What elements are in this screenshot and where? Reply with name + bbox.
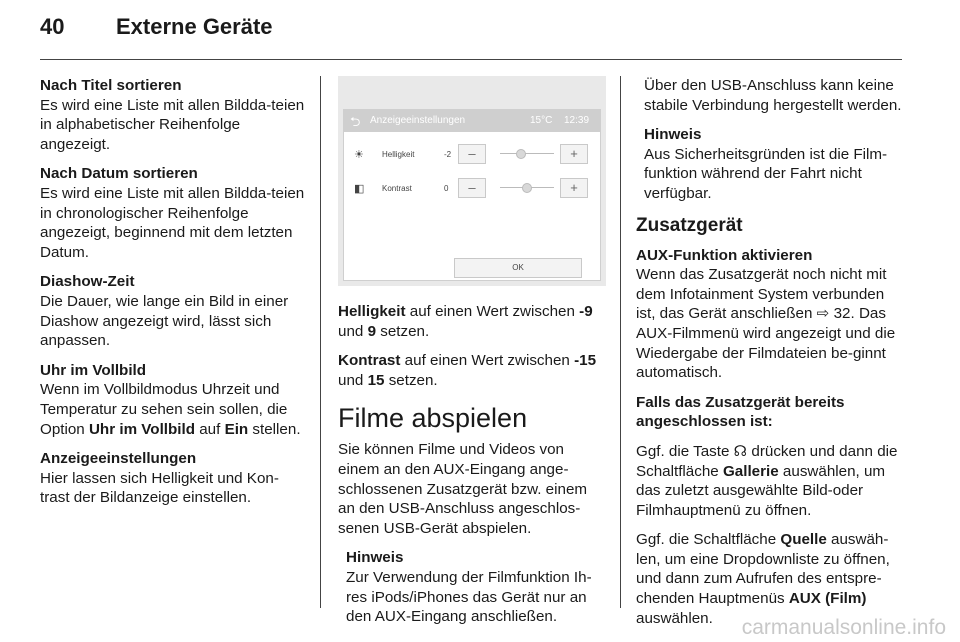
section-heading-movies: Filme abspielen (338, 403, 528, 434)
page-header (40, 14, 273, 40)
section-heading-aux: Zusatzgerät (636, 214, 743, 236)
brightness-range: Helligkeit auf einen Wert zwischen -9 und 9 setzen. (338, 303, 593, 340)
section-slideshow: Diashow-Zeit Die Dauer, wie lange ein Bild in einer Diashow angezeigt wird, lässt sich anpassen. (40, 273, 289, 350)
brightness-row (352, 142, 592, 166)
watermark: carmanualsonline.info (741, 616, 946, 639)
section-display-settings: Anzeigeeinstellungen Hier lassen sich Helligkeit und Kon-trast der Bildanzeige einstellen. (40, 450, 279, 507)
aux-connected-head: Falls das Zusatzgerät bereits angeschlossen ist: (636, 393, 845, 431)
screen-title-bar (344, 110, 600, 132)
aux-gallery: Ggf. die Taste ☊ drücken und dann die Schaltfläche Gallerie auswählen, um das zuletzt ausgewählte Bild-oder Filmhauptmenü zu öffnen. (636, 442, 898, 519)
contrast-plus-button[interactable]: + (560, 178, 588, 198)
infotainment-screen (344, 110, 600, 280)
clock: 12:39 (564, 115, 590, 126)
brightness-slider-track[interactable] (500, 153, 554, 154)
sun-icon: ☀ (354, 149, 364, 161)
page-number: 40 (40, 14, 65, 39)
back-arrow-icon[interactable]: ⮌ (350, 114, 361, 129)
brightness-value: -2 (444, 150, 452, 159)
contrast-minus-button[interactable]: – (458, 178, 486, 198)
aux-source: Ggf. die Schaltfläche Quelle auswäh-len, um eine Dropdownliste zu öffnen, und dann zum Aufrufen des entspre-chenden Hauptmenüs AUX (Film) auswählen. (636, 531, 890, 627)
column-1 (40, 76, 308, 518)
contrast-label: Kontrast (382, 184, 412, 193)
brightness-slider-knob[interactable] (516, 149, 526, 159)
temperature: 15°C (530, 115, 553, 126)
media-key-icon: ☊ (733, 442, 748, 460)
chapter-title: Externe Geräte (116, 14, 273, 39)
contrast-icon: ◧ (354, 183, 365, 195)
usb-warning: Über den USB-Anschluss kann keine stabile Verbindung hergestellt werden. (644, 77, 902, 114)
contrast-value: 0 (444, 184, 449, 193)
page-reference-icon: ⇨ (816, 305, 834, 323)
header-rule (40, 59, 902, 60)
movies-intro: Sie können Filme und Videos von einem an den AUX-Eingang ange-schlossenen Zusatzgerät bzw. einem an den USB-Anschluss angeschlos-senen USB-Gerät abspielen. (338, 441, 588, 537)
section-clock: Uhr im Vollbild Wenn im Vollbildmodus Uhrzeit und Temperatur zu sehen sein sollen, die Option Uhr im Vollbild auf Ein stellen. (40, 361, 301, 438)
brightness-plus-button[interactable]: + (560, 144, 588, 164)
contrast-row (352, 176, 592, 200)
contrast-slider-knob[interactable] (522, 183, 532, 193)
section-title-sort: Nach Titel sortieren Es wird eine Liste mit allen Bildda-teien in alphabetischer Reihenfolge angezeigt. (40, 77, 305, 153)
brightness-minus-button[interactable]: – (458, 144, 486, 164)
note-ipod: Hinweis Zur Verwendung der Filmfunktion Ih-res iPods/iPhones das Gerät nur an den AUX-Eingang anschließen. (346, 549, 592, 626)
column-2 (338, 302, 606, 637)
section-date-sort: Nach Datum sortieren Es wird eine Liste mit allen Bildda-teien in chronologischer Reihenfolge angezeigt, beginnend mit dem letzten Datum. (40, 165, 305, 261)
screen-title: Anzeigeeinstellungen (370, 115, 466, 126)
ok-button[interactable]: OK (454, 258, 582, 278)
aux-activate: AUX-Funktion aktivieren Wenn das Zusatzgerät noch nicht mit dem Infotainment System verbunden ist, das Gerät anschließen ⇨ 32. Das AUX-Filmmenü wird angezeigt und die Wiedergabe der Filmdateien be-ginnt automatisch. (636, 246, 896, 382)
column-divider (620, 76, 621, 608)
column-divider (320, 76, 321, 608)
contrast-range: Kontrast auf einen Wert zwischen -15 und 15 setzen. (338, 352, 597, 389)
note-safety: Hinweis Aus Sicherheitsgründen ist die Film-funktion während der Fahrt nicht verfügbar. (644, 126, 888, 202)
column-3 (636, 76, 904, 638)
screen-illustration (338, 76, 606, 286)
brightness-label: Helligkeit (382, 150, 415, 159)
